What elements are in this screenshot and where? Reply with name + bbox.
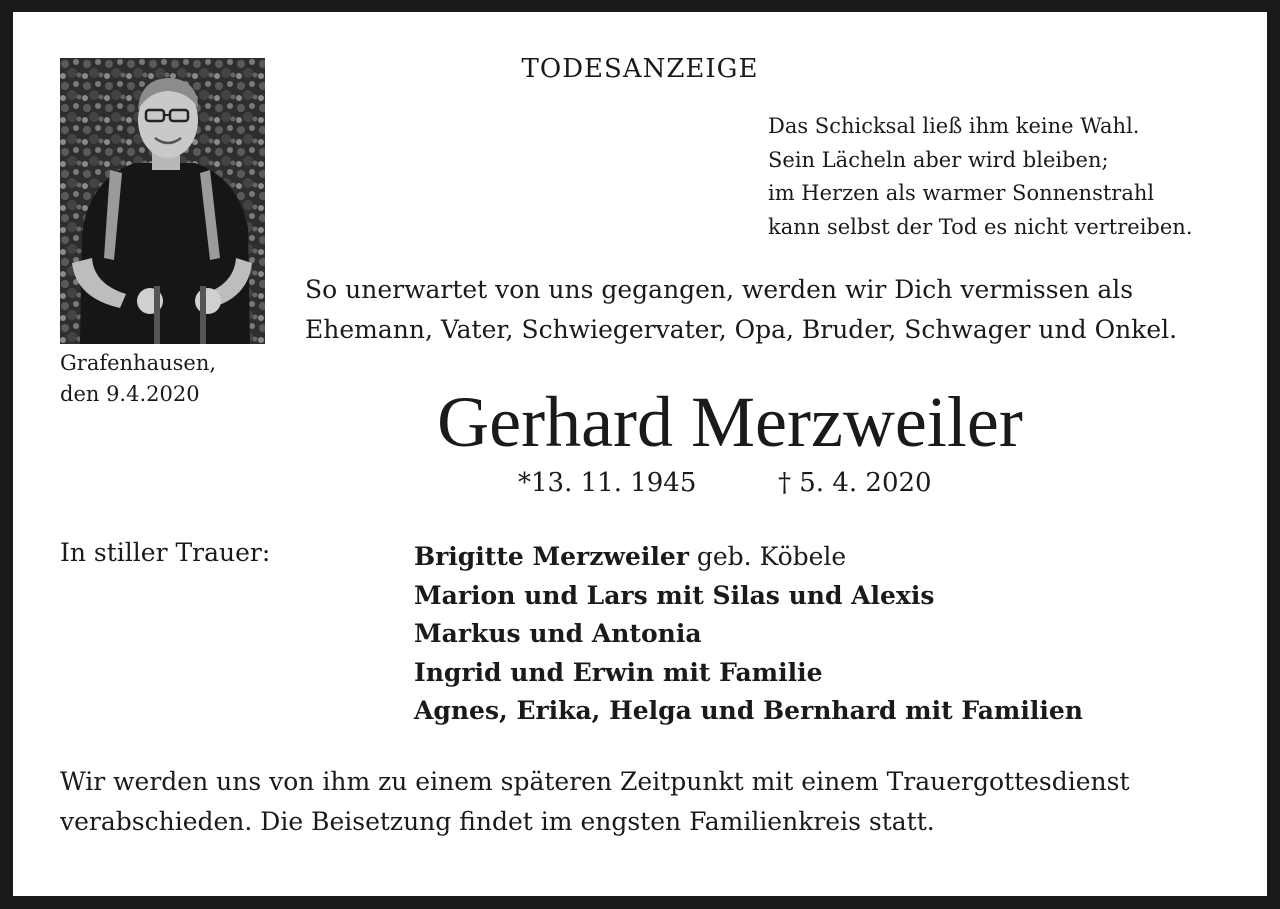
obituary-card — [13, 12, 1267, 896]
mourner-line — [414, 577, 1083, 616]
place-city: Grafenhausen, — [60, 351, 217, 375]
heading-text: TODESANZEIGE — [521, 54, 759, 84]
closing-line: verabschieden. Die Beisetzung findet im engsten Familienkreis statt. — [60, 807, 935, 836]
portrait-photo — [60, 58, 265, 344]
closing-line: Wir werden uns von ihm zu einem späteren Zeitpunkt mit einem Trauergottesdienst — [60, 767, 1130, 796]
poem-line: Das Schicksal ließ ihm keine Wahl. — [768, 114, 1140, 138]
mourner-name: Marion und Lars mit Silas und Alexis — [414, 580, 935, 610]
intro-text — [305, 270, 1177, 350]
mourner-name: Agnes, Erika, Helga und Bernhard mit Familien — [414, 696, 1083, 725]
mourner-line — [414, 615, 1083, 654]
closing-text — [60, 762, 1130, 842]
mourning-label: In stiller Trauer: — [60, 538, 271, 567]
deceased-name: Gerhard Merzweiler — [437, 382, 1023, 462]
heading — [13, 54, 1267, 84]
birth-date: *13. 11. 1945 — [518, 468, 697, 498]
mourners-list — [414, 538, 1083, 731]
mourner-line — [414, 692, 1083, 731]
mourner-name: Brigitte Merzweiler — [414, 542, 689, 571]
poem-line: im Herzen als warmer Sonnenstrahl — [768, 181, 1155, 205]
mourner-line — [414, 538, 1083, 577]
death-date: † 5. 4. 2020 — [778, 468, 932, 498]
place-date-text: den 9.4.2020 — [60, 382, 200, 406]
mourner-name: Ingrid und Erwin mit Familie — [414, 657, 823, 687]
intro-line: Ehemann, Vater, Schwiegervater, Opa, Bruder, Schwager und Onkel. — [305, 315, 1178, 344]
intro-line: So unerwartet von uns gegangen, werden wir Dich vermissen als — [305, 275, 1134, 304]
mourner-suffix: geb. Köbele — [688, 542, 847, 571]
poem-line: Sein Lächeln aber wird bleiben; — [768, 147, 1109, 172]
poem-line: kann selbst der Tod es nicht vertreiben. — [768, 214, 1193, 239]
mourner-line — [414, 654, 1083, 693]
mourner-name: Markus und Antonia — [414, 619, 702, 648]
poem — [768, 110, 1193, 244]
